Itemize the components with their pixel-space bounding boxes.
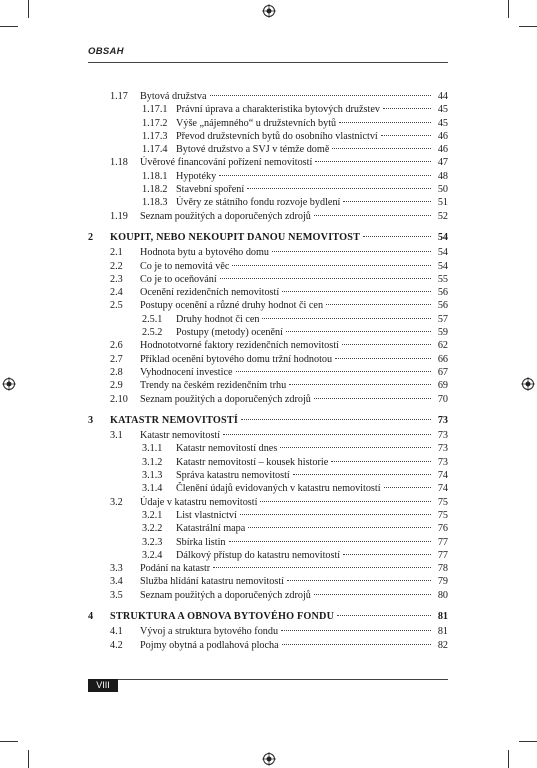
toc-entry-title: Postupy ocenění a různé druhy hodnot či cen [140, 300, 324, 312]
registration-mark-left [2, 377, 16, 391]
crop-mark [28, 750, 29, 768]
toc-entry-title: Druhy hodnot či cen [176, 313, 260, 325]
toc-entry-title: Katastr nemovitostí – kousek historie [176, 456, 329, 468]
toc-entry-page: 70 [437, 393, 448, 405]
toc-entry-title: Úvěry ze státního fondu rozvoje bydlení [176, 197, 341, 209]
toc-entry[interactable] [88, 366, 448, 379]
toc-entry-page: 57 [437, 313, 448, 325]
dot-leader [219, 175, 431, 176]
toc-entry[interactable] [88, 210, 448, 223]
toc-entry[interactable] [88, 379, 448, 392]
toc-entry-number: 3.1.1 [142, 443, 163, 455]
page-header-title: OBSAH [88, 46, 124, 57]
registration-mark-right [521, 377, 535, 391]
toc-entry-page: 80 [437, 589, 448, 601]
toc-entry-number: 2.10 [110, 393, 128, 405]
toc-entry-page: 54 [437, 231, 448, 243]
toc-entry-page: 77 [437, 549, 448, 561]
toc-entry[interactable] [88, 469, 448, 482]
dot-leader [229, 541, 431, 542]
toc-entry-page: 78 [437, 563, 448, 575]
toc-entry-title: Pojmy obytná a podlahová plocha [140, 639, 279, 651]
toc-entry-title: Právní úprava a charakteristika bytových družstev [176, 104, 380, 116]
toc-entry-number: 3.2.1 [142, 509, 163, 521]
dot-leader [282, 291, 431, 292]
toc-entry-title: Bytové družstvo a SVJ v témže domě [176, 144, 330, 156]
toc-entry-title: Vyhodnocení investice [140, 366, 233, 378]
toc-entry-page: 73 [437, 443, 448, 455]
toc-entry[interactable] [88, 414, 448, 427]
toc-entry-page: 47 [437, 157, 448, 169]
dot-leader [287, 580, 431, 581]
dot-leader [236, 371, 431, 372]
toc-entry[interactable] [88, 156, 448, 169]
toc-entry-title: Výše „nájemného“ u družstevních bytů [176, 117, 337, 129]
dot-leader [281, 630, 431, 631]
toc-entry-page: 48 [437, 170, 448, 182]
footer-rule [88, 679, 448, 680]
dot-leader [280, 447, 431, 448]
toc-entry-page: 52 [437, 210, 448, 222]
toc-entry[interactable] [88, 393, 448, 406]
dot-leader [262, 318, 431, 319]
crop-mark [519, 26, 537, 27]
toc-entry-title: Podání na katastr [140, 563, 211, 575]
dot-leader [315, 161, 431, 162]
toc-entry-number: 1.17.4 [142, 144, 168, 156]
toc-entry[interactable] [88, 482, 448, 495]
toc-entry-title: Údaje v katastru nemovitostí [140, 496, 258, 508]
dot-leader [363, 236, 431, 237]
toc-entry[interactable] [88, 509, 448, 522]
toc-entry-title: Dálkový přístup do katastru nemovitostí [176, 549, 341, 561]
page-number-badge: VIII [88, 679, 118, 692]
toc-entry-page: 67 [437, 366, 448, 378]
dot-leader [260, 501, 431, 502]
toc-entry[interactable] [88, 442, 448, 455]
toc-entry-title: Služba hlídání katastru nemovitostí [140, 576, 285, 588]
toc-entry-title: Seznam použitých a doporučených zdrojů [140, 393, 311, 405]
toc-entry-number: 3.2 [110, 496, 123, 508]
dot-leader [314, 594, 431, 595]
toc-entry[interactable] [88, 456, 448, 469]
toc-entry-page: 46 [437, 130, 448, 142]
toc-entry-number: 2.9 [110, 380, 123, 392]
toc-entry-page: 75 [437, 496, 448, 508]
toc-entry-title: Postupy (metody) ocenění [176, 327, 283, 339]
toc-entry-page: 59 [437, 327, 448, 339]
toc-entry-page: 54 [437, 247, 448, 259]
toc-entry-page: 74 [437, 483, 448, 495]
dot-leader [384, 487, 431, 488]
toc-entry-title: List vlastnictví [176, 509, 237, 521]
toc-entry-page: 46 [437, 144, 448, 156]
toc-entry-page: 51 [437, 197, 448, 209]
toc-entry-number: 4 [88, 610, 94, 622]
toc-entry-number: 3.5 [110, 589, 123, 601]
toc-entry-number: 3 [88, 414, 94, 426]
toc-entry[interactable] [88, 117, 448, 130]
toc-entry-page: 56 [437, 287, 448, 299]
dot-leader [343, 201, 431, 202]
crop-mark [0, 26, 18, 27]
dot-leader [335, 358, 431, 359]
toc-entry[interactable] [88, 90, 448, 103]
dot-leader [232, 265, 431, 266]
toc-entry-number: 4.1 [110, 626, 123, 638]
toc-entry[interactable] [88, 299, 448, 312]
toc-entry-page: 45 [437, 104, 448, 116]
toc-entry-title: KATASTR NEMOVITOSTÍ [110, 414, 239, 426]
toc-entry-page: 81 [437, 626, 448, 638]
crop-mark [28, 0, 29, 18]
toc-entry-number: 1.17 [110, 91, 128, 102]
toc-entry-number: 2.5.2 [142, 327, 163, 339]
toc-entry[interactable] [88, 575, 448, 588]
toc-entry-number: 2.1 [110, 247, 123, 259]
toc-entry-number: 3.3 [110, 563, 123, 575]
dot-leader [314, 215, 431, 216]
toc-entry[interactable] [88, 496, 448, 509]
dot-leader [342, 344, 431, 345]
toc-entry-number: 2.2 [110, 260, 123, 272]
crop-mark [508, 750, 509, 768]
toc-entry[interactable] [88, 536, 448, 549]
toc-entry[interactable] [88, 246, 448, 259]
toc-entry-number: 1.17.2 [142, 117, 168, 129]
toc-entry-title: Hypotéky [176, 170, 217, 182]
toc-entry-page: 69 [437, 380, 448, 392]
crop-mark [519, 741, 537, 742]
toc-entry[interactable] [88, 273, 448, 286]
toc-entry[interactable] [88, 353, 448, 366]
toc-entry-title: Členění údajů evidovaných v katastru nemovitostí [176, 483, 381, 495]
toc-entry-page: 50 [437, 184, 448, 196]
dot-leader [220, 278, 431, 279]
dot-leader [223, 434, 431, 435]
toc-entry-page: 55 [437, 273, 448, 285]
toc-entry-title: Seznam použitých a doporučených zdrojů [140, 210, 311, 222]
dot-leader [282, 644, 431, 645]
dot-leader [241, 419, 431, 420]
toc-entry-page: 81 [437, 610, 448, 622]
toc-entry-page: 66 [437, 353, 448, 365]
toc-entry-page: 77 [437, 536, 448, 548]
dot-leader [326, 304, 431, 305]
toc-entry[interactable] [88, 260, 448, 273]
toc-entry-number: 3.1.3 [142, 470, 163, 482]
dot-leader [289, 384, 431, 385]
dot-leader [240, 514, 431, 515]
toc-entry-page: 79 [437, 576, 448, 588]
toc-entry-title: Katastr nemovitostí [140, 430, 221, 442]
toc-entry-page: 56 [437, 300, 448, 312]
toc-entry-title: Co je to oceňování [140, 273, 217, 285]
toc-entry-number: 3.2.4 [142, 549, 163, 561]
dot-leader [381, 135, 431, 136]
toc-entry-title: Převod družstevních bytů do osobního vlastnictví [176, 130, 378, 142]
toc-entry-number: 3.1.4 [142, 483, 163, 495]
toc-entry-page: 73 [437, 456, 448, 468]
toc-entry[interactable] [88, 549, 448, 562]
dot-leader [331, 461, 431, 462]
toc-entry-page: 82 [437, 639, 448, 651]
toc-entry-number: 1.18.3 [142, 197, 168, 209]
toc-entry-title: KOUPIT, NEBO NEKOUPIT DANOU NEMOVITOST [110, 231, 361, 243]
toc-entry[interactable] [88, 326, 448, 339]
crop-mark [508, 0, 509, 18]
toc-entry[interactable] [88, 429, 448, 442]
toc-entry-title: Sbírka listin [176, 536, 226, 548]
toc-entry-title: Trendy na českém rezidenčním trhu [140, 380, 287, 392]
toc-entry-number: 3.2.2 [142, 523, 163, 535]
toc-entry-title: Ocenění rezidenčních nemovitostí [140, 287, 280, 299]
toc-entry-number: 2.4 [110, 287, 123, 299]
toc-entry-title: Úvěrové financování pořízení nemovitostí [140, 157, 313, 169]
toc-entry-number: 1.18.1 [142, 170, 168, 182]
dot-leader [293, 474, 431, 475]
toc-entry-title: Hodnota bytu a bytového domu [140, 247, 270, 259]
dot-leader [337, 615, 431, 616]
toc-entry-number: 2.7 [110, 353, 123, 365]
toc-entry-page: 74 [437, 470, 448, 482]
header-rule [88, 62, 448, 63]
toc-entry[interactable] [88, 313, 448, 326]
dot-leader [339, 122, 431, 123]
toc-entry-number: 3.1.2 [142, 456, 163, 468]
registration-mark-bottom [262, 752, 276, 766]
toc-entry-page: 76 [437, 523, 448, 535]
table-of-contents [88, 90, 448, 652]
toc-entry-number: 1.17.1 [142, 104, 168, 116]
toc-entry-number: 2.8 [110, 366, 123, 378]
toc-entry-number: 3.4 [110, 576, 123, 588]
toc-entry-page: 75 [437, 509, 448, 521]
toc-entry-number: 1.17.3 [142, 130, 168, 142]
toc-entry-number: 1.18.2 [142, 184, 168, 196]
dot-leader [272, 251, 431, 252]
toc-entry-title: Katastrální mapa [176, 523, 246, 535]
toc-entry[interactable] [88, 639, 448, 652]
toc-entry[interactable] [88, 170, 448, 183]
toc-entry-title: Katastr nemovitostí dnes [176, 443, 278, 455]
toc-entry-title: Bytová družstva [140, 91, 207, 102]
toc-entry-number: 3.1 [110, 430, 123, 442]
toc-entry-number: 2.3 [110, 273, 123, 285]
dot-leader [213, 567, 431, 568]
toc-entry[interactable] [88, 196, 448, 209]
toc-entry-title: Vývoj a struktura bytového fondu [140, 626, 279, 638]
toc-entry-page: 54 [437, 260, 448, 272]
toc-entry-number: 1.18 [110, 157, 128, 169]
toc-entry-number: 2.5.1 [142, 313, 163, 325]
toc-entry-number: 2 [88, 231, 94, 243]
toc-entry[interactable] [88, 231, 448, 244]
toc-entry[interactable] [88, 610, 448, 623]
toc-entry-title: Stavební spoření [176, 184, 245, 196]
toc-entry[interactable] [88, 589, 448, 602]
toc-entry-number: 2.6 [110, 340, 123, 352]
toc-entry[interactable] [88, 103, 448, 116]
dot-leader [383, 108, 431, 109]
toc-entry[interactable] [88, 522, 448, 535]
toc-entry-title: Správa katastru nemovitostí [176, 470, 290, 482]
dot-leader [210, 95, 432, 96]
toc-entry[interactable] [88, 183, 448, 196]
toc-entry[interactable] [88, 562, 448, 575]
crop-mark [0, 741, 18, 742]
toc-entry-title: Co je to nemovitá věc [140, 260, 230, 272]
toc-entry[interactable] [88, 339, 448, 352]
dot-leader [247, 188, 431, 189]
toc-entry[interactable] [88, 625, 448, 638]
dot-leader [286, 331, 431, 332]
toc-entry-page: 45 [437, 117, 448, 129]
toc-entry-number: 4.2 [110, 639, 123, 651]
toc-entry-page: 73 [437, 414, 448, 426]
dot-leader [343, 554, 431, 555]
dot-leader [248, 527, 431, 528]
toc-entry-page: 62 [437, 340, 448, 352]
toc-entry-number: 2.5 [110, 300, 123, 312]
registration-mark-top [262, 4, 276, 18]
toc-entry-title: STRUKTURA A OBNOVA BYTOVÉHO FONDU [110, 610, 335, 622]
dot-leader [332, 148, 431, 149]
toc-entry[interactable] [88, 286, 448, 299]
toc-entry-title: Příklad ocenění bytového domu tržní hodnotou [140, 353, 333, 365]
toc-entry-page: 73 [437, 430, 448, 442]
toc-entry-page: 44 [437, 91, 448, 102]
toc-entry-title: Hodnototvorné faktory rezidenčních nemovitostí [140, 340, 339, 352]
toc-entry[interactable] [88, 130, 448, 143]
dot-leader [314, 398, 431, 399]
toc-entry-number: 1.19 [110, 210, 128, 222]
toc-entry-number: 3.2.3 [142, 536, 163, 548]
toc-entry-title: Seznam použitých a doporučených zdrojů [140, 589, 311, 601]
toc-entry[interactable] [88, 143, 448, 156]
